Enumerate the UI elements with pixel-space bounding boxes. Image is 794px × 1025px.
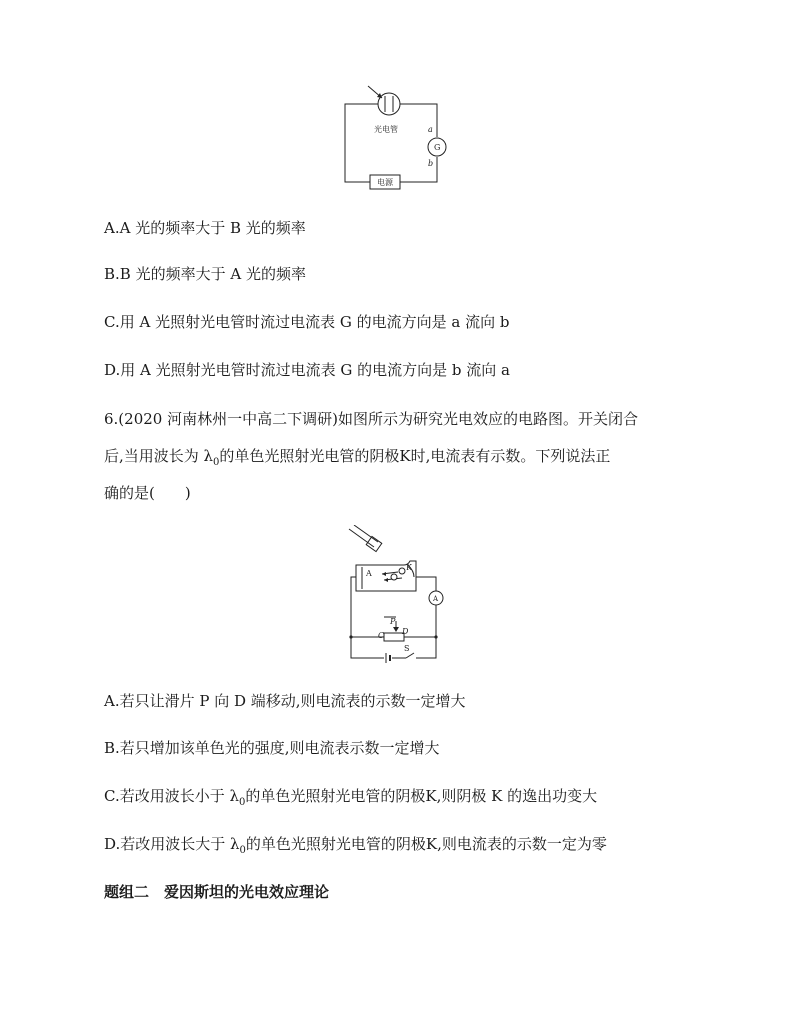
option-5a: A.A 光的频率大于 B 光的频率 (104, 219, 306, 237)
power-source-label: 电源 (377, 178, 393, 187)
question-6-line-3: 确的是( ) (104, 484, 191, 502)
photoelectric-circuit-figure (344, 525, 454, 665)
tube-label: 光电管 (374, 125, 398, 134)
option-5d: D.用 A 光照射光电管时流过电流表 G 的电流方向是 b 流向 a (104, 361, 510, 379)
terminal-c-label: C (378, 631, 385, 640)
ammeter-label: A (433, 595, 439, 603)
section-heading: 题组二 爱因斯坦的光电效应理论 (104, 883, 330, 901)
option-6b: B.若只增加该单色光的强度,则电流表示数一定增大 (104, 739, 440, 757)
question-6-line-1: 6.(2020 河南林州一中高二下调研)如图所示为研究光电效应的电路图。开关闭合 (104, 410, 638, 428)
slider-p-label: P (390, 617, 396, 626)
cathode-label: K (406, 563, 412, 572)
question-6-line-2: 后,当用波长为 $\lambda_0$的单色光照射光电管的阴极K时,电流表有示数。下列说法正 (104, 447, 611, 468)
photo-tube-circuit-figure (340, 82, 460, 192)
option-5c: C.用 A 光照射光电管时流过电流表 G 的电流方向是 a 流向 b (104, 313, 510, 331)
option-6c: C.若改用波长小于 $\lambda_0$的单色光照射光电管的阴极K,则阴极 K 的逸出功变大 (104, 787, 598, 808)
anode-label: A (366, 569, 372, 578)
terminal-d-label: D (402, 627, 409, 636)
option-6d: D.若改用波长大于 $\lambda_0$的单色光照射光电管的阴极K,则电流表的示数一定为零 (104, 835, 607, 856)
terminal-b-label: b (428, 159, 434, 168)
terminal-a-label: a (428, 125, 433, 134)
switch-s-label: S (404, 644, 410, 653)
option-5b: B.B 光的频率大于 A 光的频率 (104, 265, 306, 283)
option-6a: A.若只让滑片 P 向 D 端移动,则电流表的示数一定增大 (104, 692, 466, 710)
galvanometer-label: G (434, 143, 441, 152)
